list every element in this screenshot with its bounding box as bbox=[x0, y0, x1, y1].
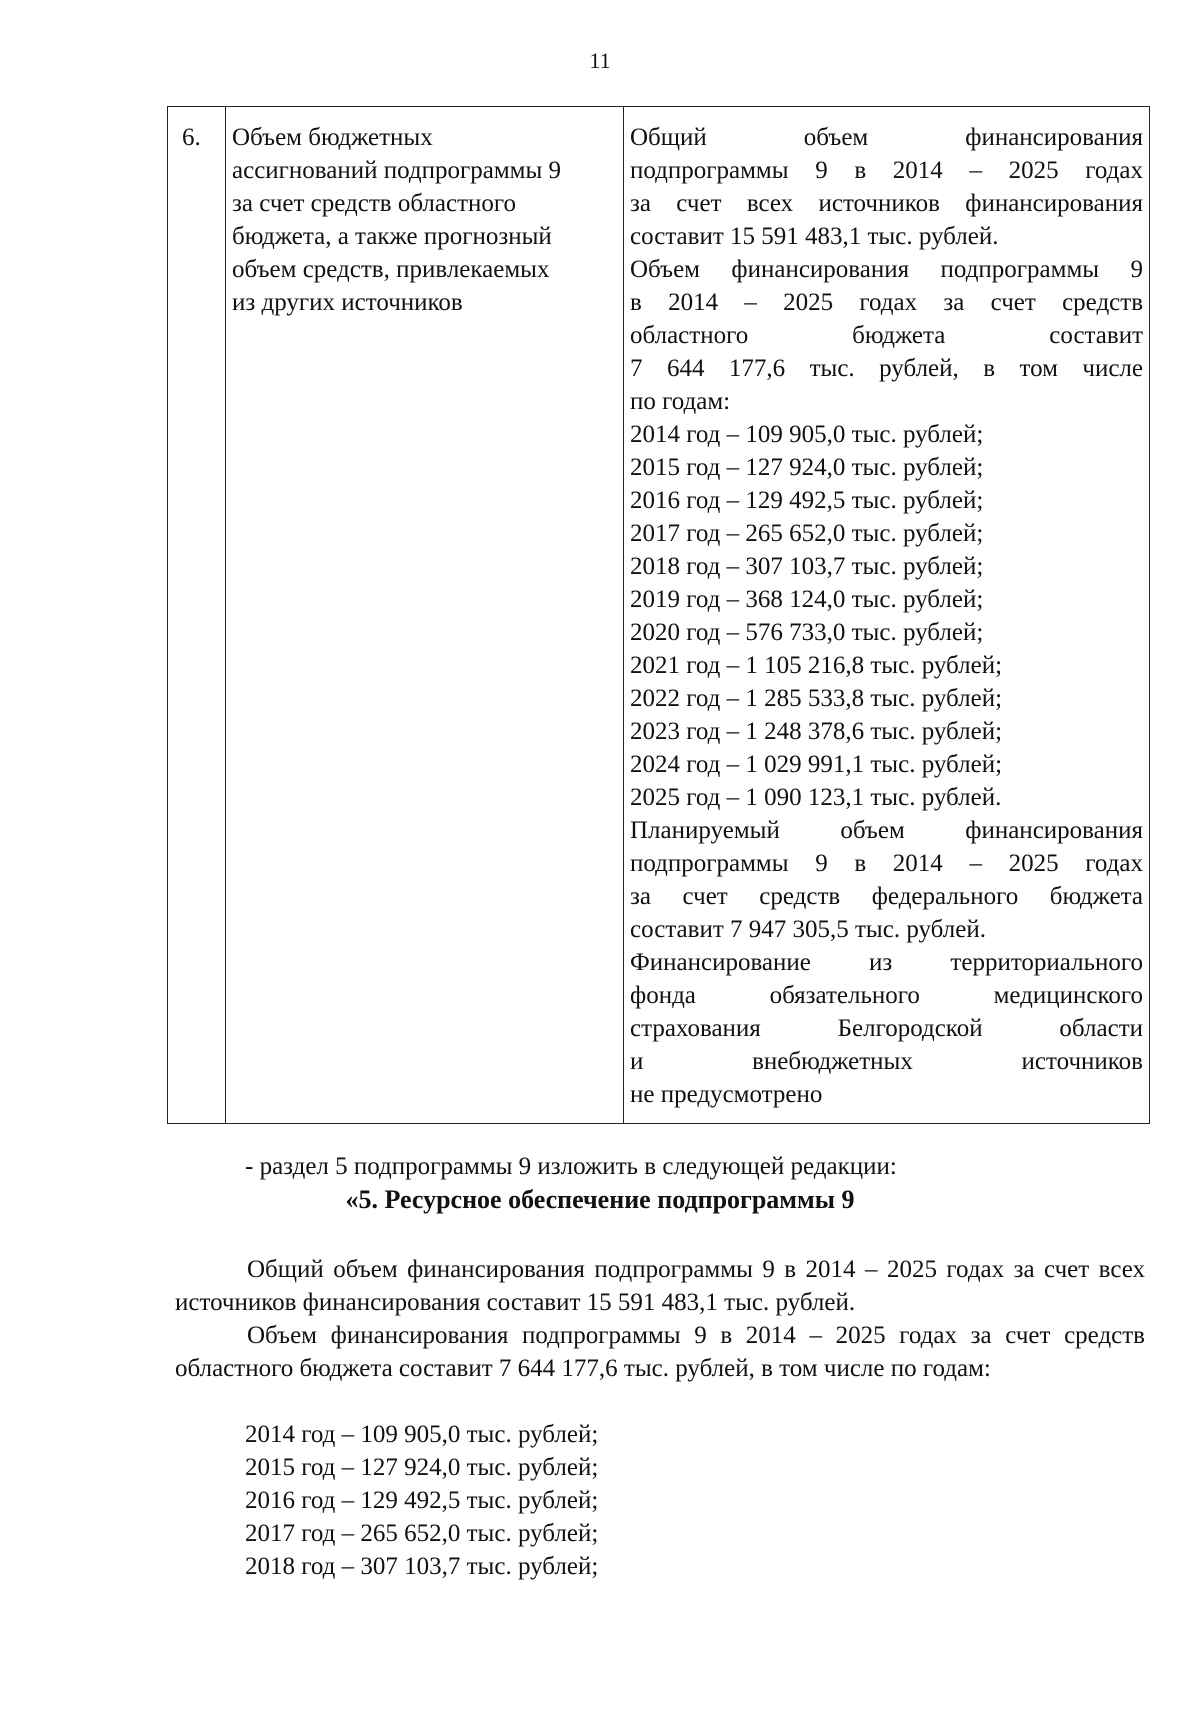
fund-line: не предусмотрено bbox=[630, 1081, 823, 1108]
row-content bbox=[624, 107, 1150, 1124]
label-line: объем средств, привлекаемых bbox=[232, 256, 550, 283]
year-line: 2017 год – 265 652,0 тыс. рублей; bbox=[245, 1520, 599, 1547]
row-number: 6. bbox=[168, 107, 226, 1124]
label-line: Объем бюджетных bbox=[232, 124, 433, 151]
fund-line: страхования Белгородской области bbox=[630, 1015, 1143, 1042]
page-number: 11 bbox=[589, 48, 611, 73]
year-list bbox=[245, 1418, 1200, 1583]
paragraph-total: Общий объем финансирования подпрограммы 9 в 2014 – 2025 годах за счет всех источников финансирования составит 15 591 483,1 тыс. рублей. bbox=[175, 1256, 1145, 1316]
total-line: подпрограммы 9 в 2014 – 2025 годах bbox=[630, 157, 1143, 184]
year-line: 2018 год – 307 103,7 тыс. рублей; bbox=[630, 553, 984, 580]
year-line: 2024 год – 1 029 991,1 тыс. рублей; bbox=[630, 751, 1003, 778]
passport-table bbox=[167, 106, 1150, 1124]
year-line: 2015 год – 127 924,0 тыс. рублей; bbox=[630, 454, 984, 481]
section-intro: - раздел 5 подпрограммы 9 изложить в следующей редакции: bbox=[245, 1153, 897, 1180]
federal-line: подпрограммы 9 в 2014 – 2025 годах bbox=[630, 850, 1143, 877]
fund-line: фонда обязательного медицинского bbox=[630, 982, 1143, 1009]
year-line: 2021 год – 1 105 216,8 тыс. рублей; bbox=[630, 652, 1003, 679]
year-line: 2020 год – 576 733,0 тыс. рублей; bbox=[630, 619, 984, 646]
federal-line: за счет средств федерального бюджета bbox=[630, 883, 1143, 910]
year-line: 2014 год – 109 905,0 тыс. рублей; bbox=[245, 1421, 599, 1448]
year-line: 2016 год – 129 492,5 тыс. рублей; bbox=[630, 487, 984, 514]
regional-line: в 2014 – 2025 годах за счет средств bbox=[630, 289, 1143, 316]
total-line: за счет всех источников финансирования bbox=[630, 190, 1143, 217]
year-line: 2016 год – 129 492,5 тыс. рублей; bbox=[245, 1487, 599, 1514]
regional-line: областного бюджета составит bbox=[630, 322, 1143, 349]
federal-line: Планируемый объем финансирования bbox=[630, 817, 1143, 844]
fund-line: и внебюджетных источников bbox=[630, 1048, 1143, 1075]
year-line: 2025 год – 1 090 123,1 тыс. рублей. bbox=[630, 784, 1002, 811]
total-line: Общий объем финансирования bbox=[630, 124, 1143, 151]
regional-line: по годам: bbox=[630, 388, 731, 415]
label-line: бюджета, а также прогнозный bbox=[232, 223, 552, 250]
row-label bbox=[226, 107, 624, 1124]
section-heading: «5. Ресурсное обеспечение подпрограммы 9 bbox=[345, 1185, 855, 1214]
year-line: 2018 год – 307 103,7 тыс. рублей; bbox=[245, 1553, 599, 1580]
year-line: 2022 год – 1 285 533,8 тыс. рублей; bbox=[630, 685, 1003, 712]
label-line: из других источников bbox=[232, 289, 463, 316]
label-line: за счет средств областного bbox=[232, 190, 517, 217]
year-line: 2017 год – 265 652,0 тыс. рублей; bbox=[630, 520, 984, 547]
table-row bbox=[168, 107, 1150, 1124]
label-line: ассигнований подпрограммы 9 bbox=[232, 157, 562, 184]
year-line: 2023 год – 1 248 378,6 тыс. рублей; bbox=[630, 718, 1003, 745]
regional-line: 7 644 177,6 тыс. рублей, в том числе bbox=[630, 355, 1143, 382]
total-line: составит 15 591 483,1 тыс. рублей. bbox=[630, 223, 999, 250]
regional-line: Объем финансирования подпрограммы 9 bbox=[630, 256, 1143, 283]
year-line: 2015 год – 127 924,0 тыс. рублей; bbox=[245, 1454, 599, 1481]
year-line: 2019 год – 368 124,0 тыс. рублей; bbox=[630, 586, 984, 613]
fund-line: Финансирование из территориального bbox=[630, 949, 1143, 976]
paragraph-regional: Объем финансирования подпрограммы 9 в 2014 – 2025 годах за счет средств областного бюджета составит 7 644 177,6 тыс. рублей, в том числе по годам: bbox=[175, 1322, 1145, 1382]
federal-line: составит 7 947 305,5 тыс. рублей. bbox=[630, 916, 986, 943]
year-line: 2014 год – 109 905,0 тыс. рублей; bbox=[630, 421, 984, 448]
